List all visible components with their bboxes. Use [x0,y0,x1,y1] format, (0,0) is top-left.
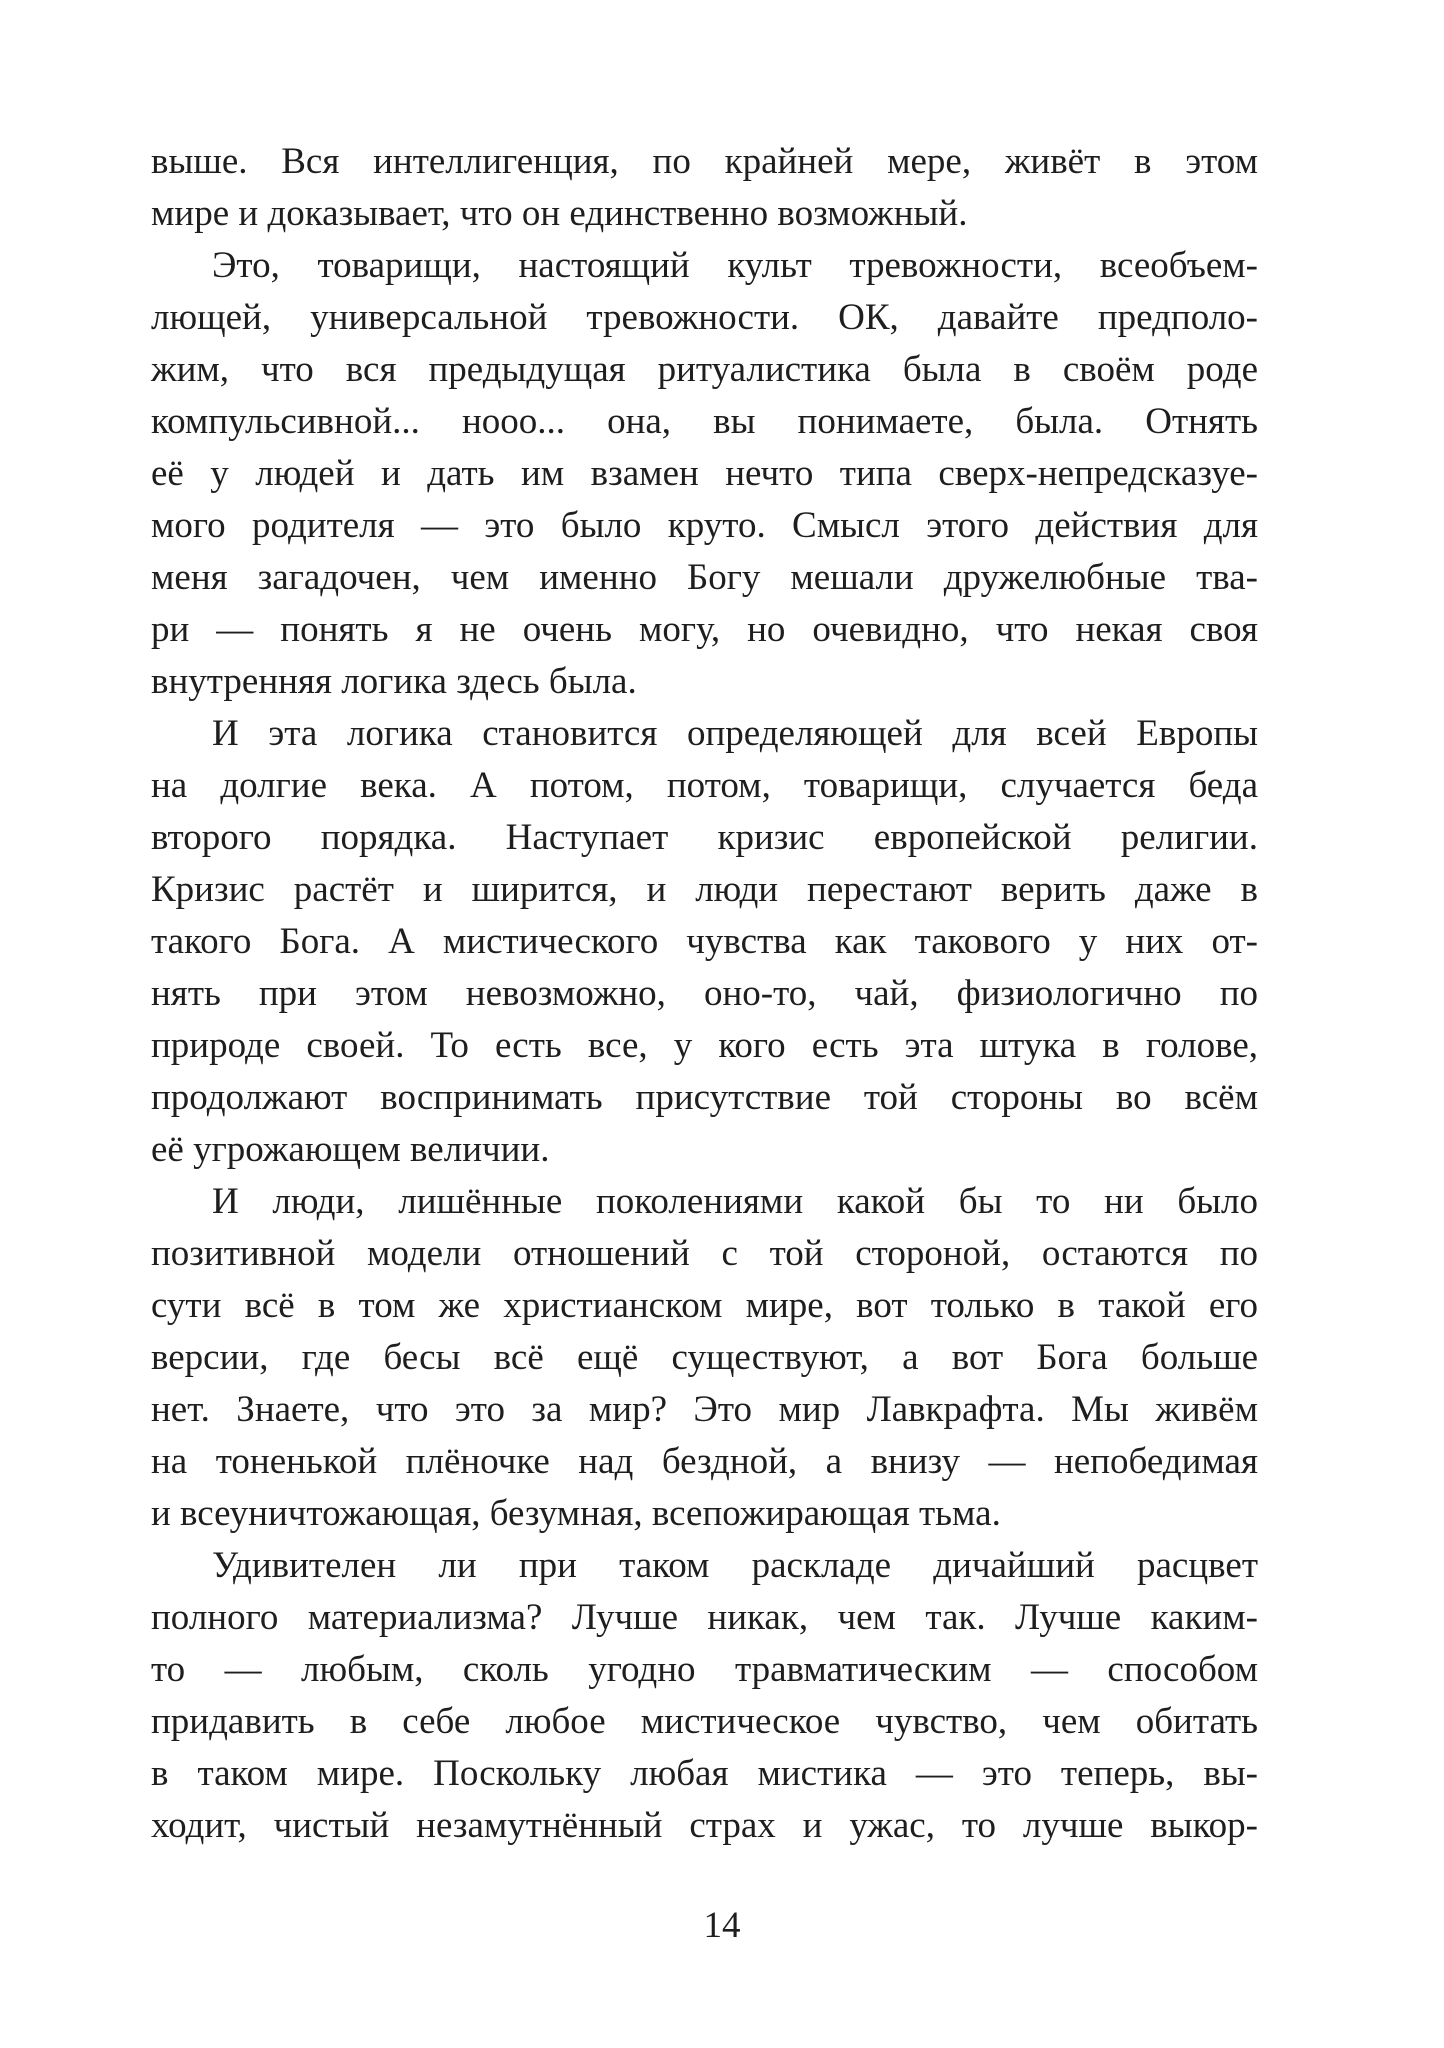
text-line: второго порядка. Наступает кризис европейской религии. [151,817,1258,858]
text-line: Это, товарищи, настоящий культ тревожности, всеобъем- [212,245,1258,286]
text-line: в таком мире. Поскольку любая мистика — это теперь, вы- [151,1753,1258,1794]
text-line: Кризис растёт и ширится, и люди перестают верить даже в [151,869,1258,910]
text-line: её угрожающем величии. [151,1129,550,1170]
text-line: нять при этом невозможно, оно-то, чай, физиологично по [151,973,1258,1014]
text-line: Удивителен ли при таком раскладе дичайший расцвет [212,1545,1258,1586]
text-line: придавить в себе любое мистическое чувство, чем обитать [151,1701,1258,1742]
text-line: то — любым, сколь угодно травматическим — способом [151,1649,1258,1690]
book-page-text [151,136,1258,1852]
text-line: мого родителя — это было круто. Смысл этого действия для [151,505,1258,546]
text-line: ри — понять я не очень могу, но очевидно, что некая своя [151,609,1258,650]
text-line: полного материализма? Лучше никак, чем так. Лучше каким- [151,1597,1258,1638]
text-line: выше. Вся интеллигенция, по крайней мере, живёт в этом [151,141,1258,182]
text-line: продолжают воспринимать присутствие той стороны во всём [151,1077,1258,1118]
text-line: такого Бога. А мистического чувства как такового у них от- [151,921,1258,962]
text-line: И люди, лишённые поколениями какой бы то ни было [212,1181,1258,1222]
page-number: 14 [703,1905,741,1946]
text-line: мире и доказывает, что он единственно возможный. [151,193,968,234]
text-line: позитивной модели отношений с той стороной, остаются по [151,1233,1258,1274]
text-line: жим, что вся предыдущая ритуалистика была в своём роде [151,349,1258,390]
text-line: версии, где бесы всё ещё существуют, а вот Бога больше [151,1337,1258,1378]
text-line: сути всё в том же христианском мире, вот только в такой его [151,1285,1258,1326]
text-line: на тоненькой плёночке над бездной, а внизу — непобедимая [151,1441,1258,1482]
text-line: и всеуничтожающая, безумная, всепожирающая тьма. [151,1493,1001,1534]
text-line: природе своей. То есть все, у кого есть эта штука в голове, [151,1025,1258,1066]
text-line: её у людей и дать им взамен нечто типа сверх-непредсказуе- [151,453,1258,494]
text-line: И эта логика становится определяющей для всей Европы [212,713,1258,754]
text-line: ходит, чистый незамутнённый страх и ужас, то лучше выкор- [151,1805,1258,1846]
text-line: компульсивной... ноoo... она, вы понимаете, была. Отнять [151,401,1258,442]
text-line: нет. Знаете, что это за мир? Это мир Лавкрафта. Мы живём [151,1389,1258,1430]
text-line: на долгие века. А потом, потом, товарищи, случается беда [151,765,1258,806]
text-line: лющей, универсальной тревожности. ОК, давайте предполо- [151,297,1258,338]
text-line: внутренняя логика здесь была. [151,661,637,702]
text-line: меня загадочен, чем именно Богу мешали дружелюбные тва- [151,557,1258,598]
